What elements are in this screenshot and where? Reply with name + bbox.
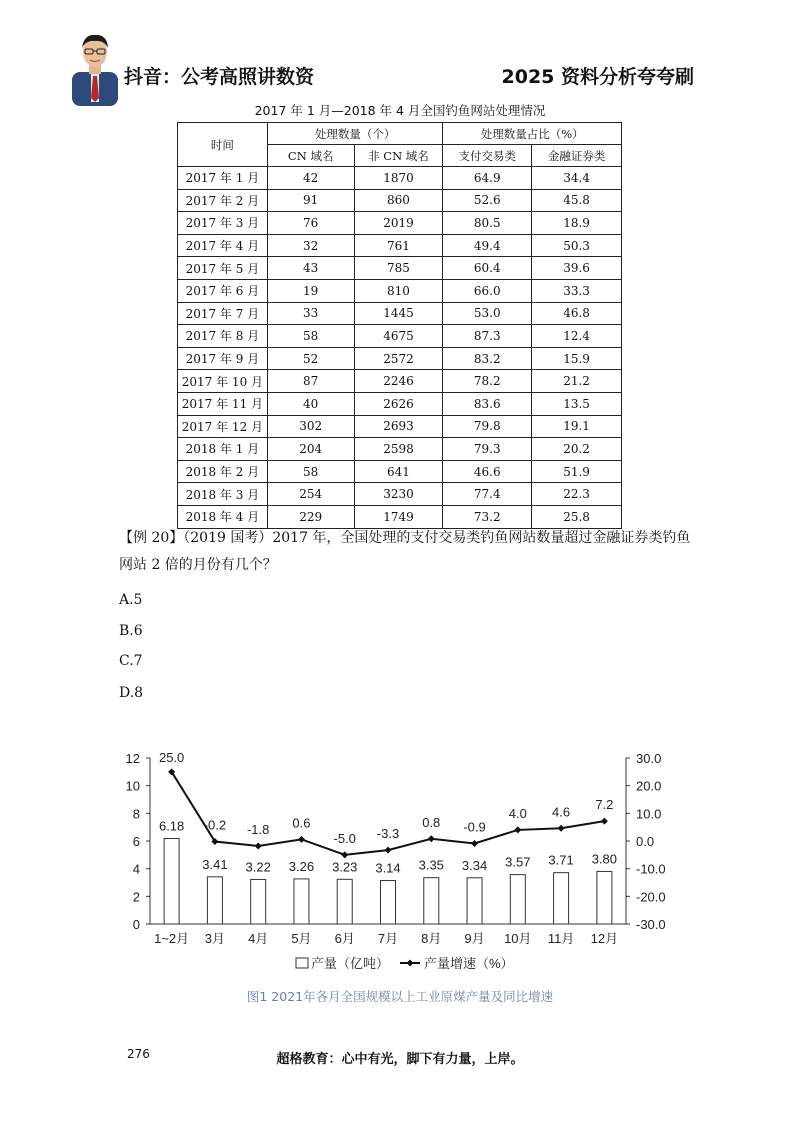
row-time-cell: 2017 年 4 月 [178, 234, 268, 257]
footer-slogan: 超格教育：心中有光，脚下有力量，上岸。 [276, 1052, 524, 1067]
bar [164, 839, 179, 924]
table-cell: 33 [267, 302, 354, 325]
table-cell: 3230 [354, 483, 443, 506]
table-title: 2017 年 1 月—2018 年 4 月全国钓鱼网站处理情况 [254, 103, 546, 118]
bar [381, 881, 396, 924]
bar [597, 871, 612, 924]
right-tick-label: 0.0 [636, 834, 655, 849]
table-cell: 810 [354, 279, 443, 302]
growth-point [385, 847, 392, 854]
table-cell: 45.8 [532, 189, 622, 212]
growth-point [601, 818, 608, 825]
table-cell: 76 [267, 212, 354, 235]
table-row [178, 460, 622, 483]
right-tick-label: -10.0 [636, 861, 666, 877]
table-row [178, 415, 622, 438]
row-time-cell: 2018 年 2 月 [178, 460, 268, 483]
table-cell: 87 [267, 370, 354, 393]
table-cell: 2598 [354, 438, 443, 461]
row-time-cell: 2017 年 10 月 [178, 370, 268, 393]
table-cell: 42 [267, 167, 354, 190]
legend-bar-swatch [296, 958, 308, 968]
table-cell: 4675 [354, 325, 443, 348]
bar [554, 873, 569, 924]
table-cell: 91 [267, 189, 354, 212]
table-cell: 15.9 [532, 347, 622, 370]
left-tick-label: 4 [132, 861, 140, 877]
table-cell: 22.3 [532, 483, 622, 506]
table-cell: 80.5 [443, 212, 532, 235]
table-cell: 34.4 [532, 167, 622, 190]
table-cell: 2019 [354, 212, 443, 235]
bar [207, 877, 222, 924]
table-cell: 33.3 [532, 279, 622, 302]
table-cell: 77.4 [443, 483, 532, 506]
table-cell: 79.3 [443, 438, 532, 461]
table-row [178, 325, 622, 348]
bar [337, 879, 352, 924]
table-cell: 254 [267, 483, 354, 506]
table-cell: 43 [267, 257, 354, 280]
bar-value-label: 3.14 [375, 860, 401, 876]
category-label: 11月 [547, 931, 575, 946]
table-cell: 78.2 [443, 370, 532, 393]
growth-point [471, 840, 478, 847]
page-number: 276 [127, 1047, 150, 1061]
row-time-cell: 2017 年 9 月 [178, 347, 268, 370]
category-label: 10月 [504, 931, 532, 946]
table-cell: 87.3 [443, 325, 532, 348]
left-tick-label: 10 [125, 778, 140, 794]
growth-point [341, 851, 348, 858]
table-cell: 860 [354, 189, 443, 212]
growth-point [428, 835, 435, 842]
column-header: 支付交易类 [443, 145, 532, 167]
growth-value-label: 25.0 [158, 749, 185, 765]
question-text: 【例 20】（2019 国考）2017 年，全国处理的支付交易类钓鱼网站数量超过金融证券类钓鱼网站 2 倍的月份有几个？ [119, 530, 691, 573]
table-cell: 1749 [354, 505, 443, 528]
growth-point [558, 825, 565, 832]
option-b: B.6 [119, 623, 143, 639]
growth-value-label: -0.9 [463, 819, 486, 835]
left-tick-label: 6 [132, 834, 140, 849]
bar [424, 878, 439, 924]
table-cell: 13.5 [532, 392, 622, 415]
bar-value-label: 3.57 [505, 854, 531, 870]
category-label: 7月 [377, 931, 399, 946]
chart-caption: 图1 2021年各月全国规模以上工业原煤产量及同比增速 [246, 989, 554, 1004]
row-time-cell: 2018 年 3 月 [178, 483, 268, 506]
time-header: 时间 [178, 123, 268, 167]
row-time-cell: 2018 年 1 月 [178, 438, 268, 461]
table-cell: 25.8 [532, 505, 622, 528]
growth-value-label: 4.0 [508, 805, 527, 821]
phishing-table [177, 122, 622, 529]
table-cell: 60.4 [443, 257, 532, 280]
page-header [0, 28, 800, 108]
table-cell: 761 [354, 234, 443, 257]
left-tick-label: 12 [125, 751, 140, 766]
right-tick-label: -20.0 [636, 889, 666, 905]
table-row [178, 167, 622, 190]
table-cell: 46.6 [443, 460, 532, 483]
table-cell: 1870 [354, 167, 443, 190]
table-cell: 2693 [354, 415, 443, 438]
bar-value-label: 3.80 [591, 851, 618, 867]
left-tick-label: 0 [132, 917, 140, 932]
table-cell: 2626 [354, 392, 443, 415]
table-cell: 53.0 [443, 302, 532, 325]
row-time-cell: 2017 年 3 月 [178, 212, 268, 235]
row-time-cell: 2018 年 4 月 [178, 505, 268, 528]
row-time-cell: 2017 年 5 月 [178, 257, 268, 280]
author-avatar [66, 32, 124, 106]
table-cell: 66.0 [443, 279, 532, 302]
table-cell: 21.2 [532, 370, 622, 393]
table-cell: 49.4 [443, 234, 532, 257]
table-cell: 58 [267, 325, 354, 348]
growth-point [255, 842, 262, 849]
right-tick-label: 30.0 [636, 751, 662, 766]
coal-output-chart [0, 730, 800, 980]
bar-value-label: 3.35 [418, 857, 444, 873]
table-cell: 39.6 [532, 257, 622, 280]
growth-point [514, 826, 521, 833]
bar [510, 875, 525, 924]
table-cell: 46.8 [532, 302, 622, 325]
bar-value-label: 3.26 [288, 858, 315, 874]
table-cell: 18.9 [532, 212, 622, 235]
right-tick-label: 10.0 [636, 806, 662, 822]
option-d: D.8 [119, 685, 144, 701]
table-cell: 73.2 [443, 505, 532, 528]
table-cell: 2246 [354, 370, 443, 393]
growth-value-label: 0.8 [422, 814, 441, 830]
bar [294, 879, 309, 924]
column-header: CN 域名 [267, 145, 354, 167]
category-label: 12月 [590, 931, 619, 946]
table-cell: 302 [267, 415, 354, 438]
left-tick-label: 2 [132, 889, 140, 905]
table-cell: 2572 [354, 347, 443, 370]
category-label: 4月 [248, 931, 269, 946]
bar [251, 879, 266, 924]
table-cell: 229 [267, 505, 354, 528]
table-row [178, 189, 622, 212]
growth-value-label: 4.6 [552, 804, 571, 820]
category-label: 8月 [421, 931, 442, 946]
row-time-cell: 2017 年 11 月 [178, 392, 268, 415]
table-row [178, 279, 622, 302]
table-cell: 50.3 [532, 234, 622, 257]
growth-value-label: 0.6 [292, 815, 311, 831]
row-time-cell: 2017 年 6 月 [178, 279, 268, 302]
table-cell: 64.9 [443, 167, 532, 190]
option-a: A.5 [119, 592, 143, 608]
right-tick-label: -30.0 [636, 917, 666, 932]
series-title: 2025 资料分析夸夸刷 [501, 66, 694, 88]
table-cell: 204 [267, 438, 354, 461]
category-label: 6月 [334, 931, 355, 946]
growth-value-label: 7.2 [595, 797, 614, 813]
table-cell: 12.4 [532, 325, 622, 348]
table-cell: 79.8 [443, 415, 532, 438]
table-cell: 32 [267, 234, 354, 257]
category-label: 3月 [204, 931, 226, 946]
table-cell: 20.2 [532, 438, 622, 461]
count-group-header: 处理数量（个） [267, 123, 443, 145]
column-header: 非 CN 域名 [354, 145, 443, 167]
growth-value-label: -0.2 [203, 817, 227, 833]
option-c: C.7 [119, 653, 143, 669]
left-tick-label: 8 [132, 806, 140, 822]
table-cell: 785 [354, 257, 443, 280]
table-row [178, 347, 622, 370]
bar-value-label: 3.22 [245, 859, 271, 875]
row-time-cell: 2017 年 7 月 [178, 302, 268, 325]
table-cell: 19.1 [532, 415, 622, 438]
table-cell: 51.9 [532, 460, 622, 483]
table-cell: 641 [354, 460, 443, 483]
growth-value-label: -3.3 [376, 826, 400, 842]
category-label: 9月 [464, 931, 485, 946]
legend-line-label: 产量增速（%） [424, 956, 514, 971]
row-time-cell: 2017 年 2 月 [178, 189, 268, 212]
bar-value-label: 3.23 [332, 859, 358, 875]
table-cell: 40 [267, 392, 354, 415]
legend-line-marker [407, 960, 414, 967]
table-row [178, 392, 622, 415]
table-cell: 1445 [354, 302, 443, 325]
bar-value-label: 3.41 [202, 856, 228, 872]
bar-value-label: 3.34 [461, 857, 488, 873]
growth-line [172, 772, 605, 855]
table-cell: 52.6 [443, 189, 532, 212]
table-cell: 19 [267, 279, 354, 302]
table-row [178, 370, 622, 393]
right-tick-label: 20.0 [636, 778, 662, 794]
row-time-cell: 2017 年 12 月 [178, 415, 268, 438]
growth-value-label: -1.8 [246, 821, 270, 837]
bar-value-label: 6.18 [158, 818, 185, 834]
legend-bar-label: 产量（亿吨） [311, 956, 390, 971]
table-row [178, 234, 622, 257]
bar-value-label: 3.71 [548, 852, 574, 868]
table-row [178, 212, 622, 235]
table-row [178, 257, 622, 280]
table-cell: 83.6 [443, 392, 532, 415]
growth-value-label: -5.0 [333, 830, 356, 846]
category-label: 1~2月 [154, 931, 190, 946]
table-row [178, 302, 622, 325]
brand-title: 抖音：公考高照讲数资 [124, 66, 315, 88]
bar [467, 878, 482, 924]
table-cell: 52 [267, 347, 354, 370]
table-row [178, 483, 622, 506]
table-cell: 58 [267, 460, 354, 483]
table-cell: 83.2 [443, 347, 532, 370]
growth-point [298, 836, 305, 843]
column-header: 金融证券类 [532, 145, 622, 167]
category-label: 5月 [291, 931, 312, 946]
table-row [178, 438, 622, 461]
row-time-cell: 2017 年 8 月 [178, 325, 268, 348]
row-time-cell: 2017 年 1 月 [178, 167, 268, 190]
share-group-header: 处理数量占比（%） [443, 123, 622, 145]
